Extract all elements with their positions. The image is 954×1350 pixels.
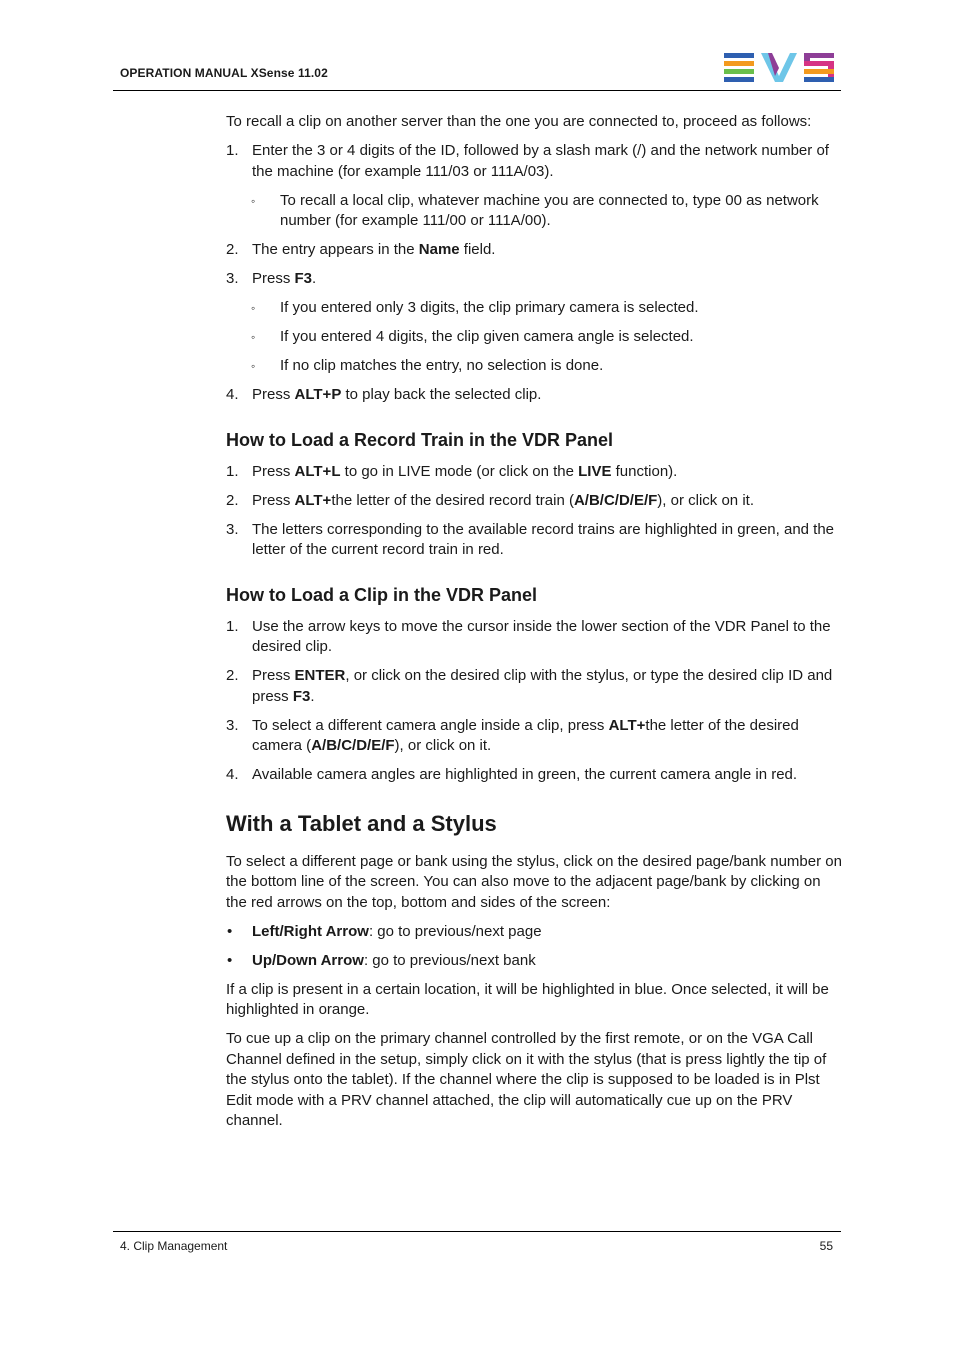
step-text: Use the arrow keys to move the cursor inside the lower section of the VDR Panel to the desired clip. [252,617,831,655]
list-number: 3. [226,270,239,287]
step-text: to go in LIVE mode (or click on the [340,462,579,480]
intro-paragraph: To recall a clip on another server than the one you are connected to, proceed as follows: [226,113,812,130]
record-train-steps-list [226,462,843,561]
step-text: . [312,270,317,287]
list-item [226,141,843,182]
step-text: function). [611,462,678,480]
sub-list-item [226,298,843,319]
step-text: , or click on the desired clip with the stylus, or type the desired clip ID and press [252,667,833,705]
step-text: Press [252,462,295,480]
step-text: to play back the selected clip. [341,386,542,403]
sub-list-item [226,191,843,232]
list-number: 1. [226,142,239,159]
step-text: the letter of the desired record train ( [331,491,574,509]
step-text: Available camera angles are highlighted in green, the current camera angle in red. [252,766,798,783]
bullet-icon: • [227,951,233,969]
hollow-bullet-icon: ◦ [251,330,256,344]
list-item [226,951,843,972]
list-number: 2. [226,491,239,509]
document-header-title: OPERATION MANUAL XSense 11.02 [120,66,328,80]
train-letters: A/B/C/D/E/F [573,491,658,509]
sub-list-item [226,356,843,377]
list-item [226,922,843,943]
page-number: 55 [819,1239,833,1253]
list-number: 3. [226,716,239,734]
step-text: The letters corresponding to the available record trains are highlighted in green, and the letter of the current record train in red. [252,520,835,558]
bullet-text: : go to previous/next page [368,922,542,940]
key-enter: ENTER [294,667,346,684]
live-function-term: LIVE [578,462,612,480]
bullet-icon: • [227,922,233,940]
list-number: 2. [226,241,239,258]
name-field-term: Name [418,241,460,258]
hollow-bullet-icon: ◦ [251,359,256,373]
list-item [226,617,843,658]
list-number: 4. [226,766,239,783]
sub-item-text: If no clip matches the entry, no selection is done. [280,357,604,374]
list-item [226,520,843,561]
sub-item-text: To recall a local clip, whatever machine you are connected to, type 00 as network number (for example 111/00 or 111A/00). [280,191,819,229]
step-text: Press [252,667,295,684]
section-heading-record-train: How to Load a Record Train in the VDR Panel [226,429,614,450]
step-text: To select a different camera angle inside a clip, press [252,716,609,734]
list-number: 3. [226,520,239,538]
key-alt-l: ALT+L [294,462,341,480]
sub-item-text: If you entered only 3 digits, the clip primary camera is selected. [280,299,699,316]
left-right-arrow-term: Left/Right Arrow [252,922,369,940]
step-text: field. [459,241,496,258]
key-f3: F3 [292,687,311,705]
section-heading-load-clip: How to Load a Clip in the VDR Panel [226,584,538,605]
step-text: Enter the 3 or 4 digits of the ID, followed by a slash mark (/) and the network number of the machine (for example 111/03 or 111A/03). [252,142,829,180]
main-content [226,112,843,1140]
section-heading-tablet-stylus: With a Tablet and a Stylus [226,810,497,836]
hollow-bullet-icon: ◦ [251,193,256,208]
footer-rule [113,1231,841,1232]
key-alt: ALT+ [294,491,332,509]
step-text: ), or click on it. [657,491,754,509]
highlight-paragraph: If a clip is present in a certain location, it will be highlighted in blue. Once selected, it will be highlighted in orange. [226,980,829,1018]
footer-chapter: 4. Clip Management [120,1239,228,1253]
list-number: 1. [226,462,239,480]
list-item [226,462,843,483]
list-item [226,716,843,757]
cue-up-paragraph: To cue up a clip on the primary channel controlled by the first remote, or on the VGA Call Channel defined in the setup, simply click on it with the stylus (that is press lightly the tip of the stylus onto the tablet). If the channel where the clip is supposed to be loaded is in Plst Edit mode with a PRV channel attached, the clip will automatically cue up on the PRV channel. [226,1030,827,1129]
hollow-bullet-icon: ◦ [251,301,256,315]
sub-item-text: If you entered 4 digits, the clip given camera angle is selected. [280,328,694,345]
sub-list-item [226,327,843,348]
up-down-arrow-term: Up/Down Arrow [252,951,364,969]
step-text: The entry appears in the [252,241,419,258]
list-number: 2. [226,667,239,684]
list-item [226,385,843,406]
list-item [226,666,843,707]
evs-logo [724,52,836,82]
list-item [226,765,843,786]
key-f3: F3 [294,270,313,287]
step-text: the letter of the desired camera ( [252,716,799,754]
header-rule [113,90,841,91]
arrow-bullet-list [226,922,843,972]
key-alt: ALT+ [608,716,646,734]
step-text: Press [252,386,295,403]
step-text: Press [252,270,295,287]
load-clip-steps-list [226,617,843,786]
recall-steps-list [226,141,843,406]
step-text: . [310,687,315,705]
list-item [226,269,843,290]
list-number: 4. [226,386,239,403]
list-number: 1. [226,617,239,635]
step-text: Press [252,491,295,509]
camera-letters: A/B/C/D/E/F [311,737,395,754]
step-text: ), or click on it. [394,737,492,754]
list-item [226,491,843,512]
list-item [226,240,843,261]
key-alt-p: ALT+P [294,386,342,403]
bullet-text: : go to previous/next bank [363,951,536,969]
tablet-paragraph: To select a different page or bank using the stylus, click on the desired page/bank number on the bottom line of the screen. You can also move to the adjacent page/bank by clicking on the red arrows on the top, bottom and sides of the screen: [226,852,842,911]
